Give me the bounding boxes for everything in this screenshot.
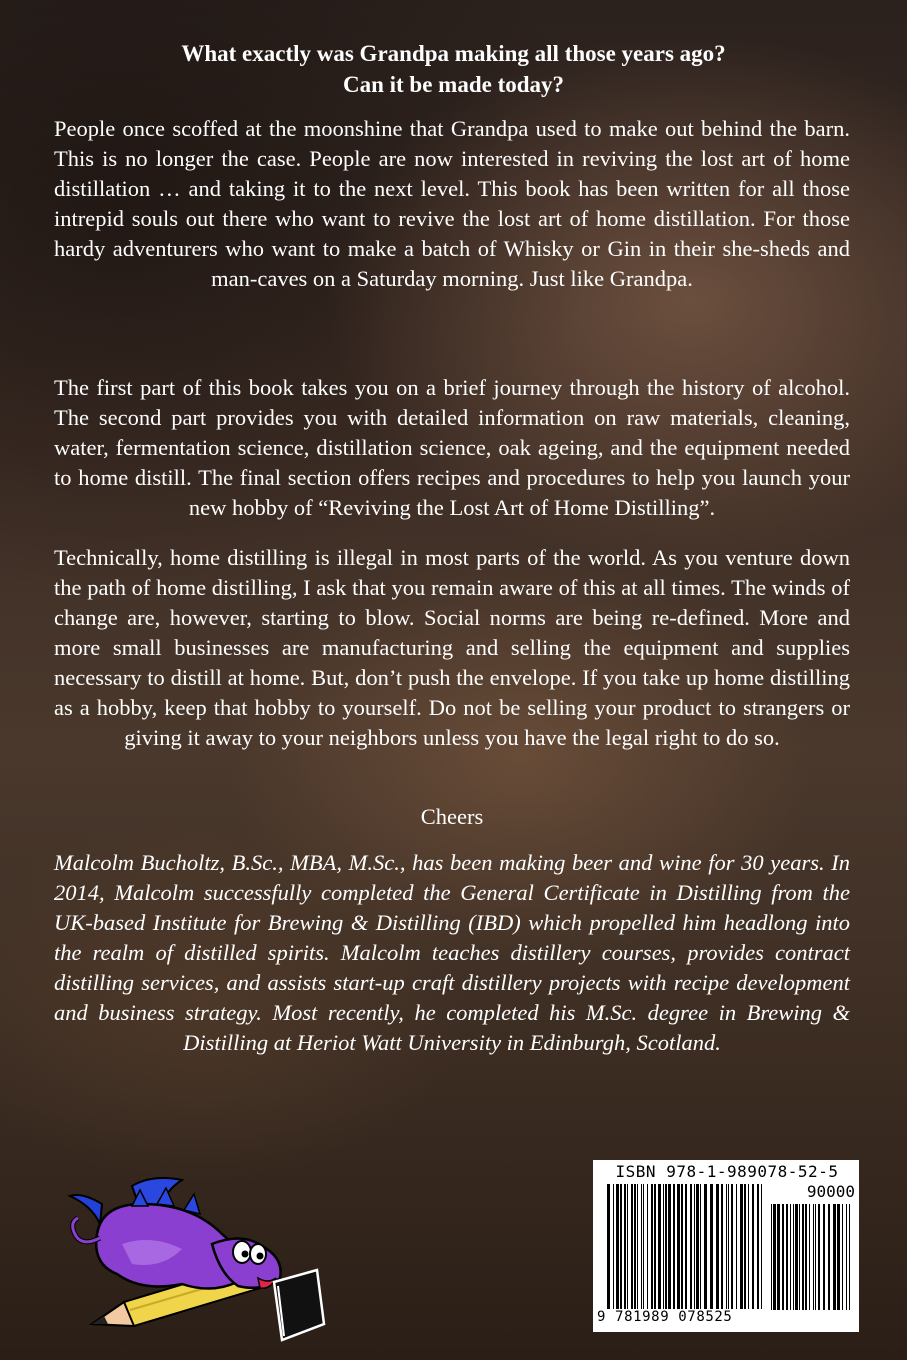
- barcode-bar: [637, 1184, 638, 1309]
- barcode-bar: [782, 1204, 784, 1310]
- barcode-bar: [704, 1184, 707, 1309]
- barcode-bar: [613, 1184, 614, 1309]
- barcode-digits: 9 781989 078525: [597, 1309, 733, 1325]
- barcode-bar: [641, 1184, 642, 1309]
- barcode-bar: [668, 1184, 671, 1309]
- barcode-bar: [802, 1204, 804, 1310]
- barcode-bar: [696, 1184, 699, 1309]
- barcode-bar: [607, 1184, 610, 1309]
- barcode-bar: [624, 1184, 626, 1309]
- barcode-bar: [740, 1184, 743, 1309]
- barcode-bar: [818, 1204, 820, 1310]
- barcode-bar: [673, 1184, 675, 1309]
- barcode-bar: [837, 1204, 840, 1310]
- barcode-bar: [731, 1184, 733, 1309]
- barcode-bar: [752, 1184, 754, 1309]
- barcode-bar: [736, 1184, 737, 1309]
- barcode-bar: [846, 1204, 847, 1310]
- barcode-bar: [647, 1184, 648, 1309]
- barcode-bar: [631, 1184, 633, 1309]
- barcode-bar: [620, 1184, 622, 1309]
- headline-line-1: What exactly was Grandpa making all those years ago?: [181, 41, 726, 66]
- barcode-bar: [828, 1204, 830, 1310]
- barcode-bar: [690, 1184, 692, 1309]
- headline-line-2: Can it be made today?: [342, 72, 565, 97]
- barcode-bar: [823, 1204, 825, 1310]
- barcode-bar: [757, 1184, 759, 1309]
- barcode-bar: [748, 1184, 749, 1309]
- barcode-bar: [694, 1184, 695, 1309]
- blurb-paragraph-3: Technically, home distilling is illegal in most parts of the world. As you venture down the path of home distilling, I ask that you remain aware of this at all times. The winds of change are, however, starting to blow. Social norms are being re-defined. More and more small businesses are manufacturing and selling the equipment and supplies necessary to distill at home. But, don’t push the envelope. If you take up home distilling as a hobby, keep that hobby to yourself. Do not be selling your product to strangers or giving it away to your neighbors unless you have the legal right to do so.: [54, 545, 850, 750]
- book-icon: [274, 1270, 324, 1340]
- barcode-bar: [744, 1184, 746, 1309]
- barcode-bar: [681, 1184, 683, 1309]
- closing-text: Cheers: [420, 804, 484, 829]
- blurb-paragraph-2: The first part of this book takes you on a brief journey through the history of alcohol. The second part provides you with detailed information on raw materials, cleaning, water, fermentation science, distillation science, oak ageing, and the equipment needed to home distill. The final section offers recipes and procedures to help you launch your new hobby of “Reviving the Lost Art of Home Distilling”.: [54, 375, 850, 520]
- barcode-bar: [627, 1184, 628, 1309]
- ean-barcode-bars: [607, 1184, 767, 1309]
- barcode-bar: [634, 1184, 636, 1309]
- barcode-bar: [716, 1184, 719, 1309]
- barcode-bar: [771, 1204, 772, 1310]
- barcode-bar: [643, 1184, 644, 1309]
- barcode-bar: [786, 1204, 788, 1310]
- barcode-bar: [728, 1184, 729, 1309]
- barcode-bar: [833, 1204, 836, 1310]
- barcode-bar: [777, 1204, 780, 1310]
- barcode-bar: [842, 1204, 843, 1310]
- barcode-bar: [665, 1184, 667, 1309]
- barcode-bar: [799, 1204, 800, 1310]
- addon-barcode-bars: [771, 1204, 853, 1310]
- barcode-bar: [815, 1204, 816, 1310]
- barcode-bar: [809, 1204, 810, 1310]
- barcode-bar: [616, 1184, 619, 1309]
- barcode-bar: [761, 1184, 762, 1309]
- barcode-bar: [663, 1184, 664, 1309]
- barcode-bar: [677, 1184, 680, 1309]
- barcode-bar: [813, 1204, 814, 1310]
- barcode-bar: [685, 1184, 687, 1309]
- headline: [40, 38, 867, 100]
- barcode-bar: [793, 1204, 794, 1310]
- barcode-bar: [700, 1184, 701, 1309]
- isbn-label: ISBN 978-1-989078-52-5: [615, 1162, 839, 1181]
- dragon-with-pencil-and-book-icon: [62, 1174, 332, 1354]
- author-bio: Malcolm Bucholtz, B.Sc., MBA, M.Sc., has been making beer and wine for 30 years. In 2014, Malcolm successfully completed the General Certificate in Distilling from the UK-based Institute for Brewing & Distilling (IBD) which propelled him headlong into the realm of distilled spirits. Malcolm teaches distillery courses, provides contract distilling services, and assists start-up craft distillery projects with recipe development and business strategy. Most recently, he completed his M.Sc. degree in Brewing & Distilling at Heriot Watt University in Edinburgh, Scotland.: [54, 850, 850, 1055]
- barcode-bar: [654, 1184, 656, 1309]
- barcode-bar: [790, 1204, 791, 1310]
- isbn-barcode: [593, 1160, 859, 1332]
- barcode-bar: [658, 1184, 661, 1309]
- barcode-bar: [651, 1184, 653, 1309]
- barcode-bar: [795, 1204, 798, 1310]
- barcode-bar: [710, 1184, 713, 1309]
- barcode-bar: [849, 1204, 850, 1310]
- barcode-bar: [805, 1204, 807, 1310]
- price-code: 90000: [806, 1182, 855, 1201]
- barcode-bar: [773, 1204, 776, 1310]
- blurb-paragraph-1: People once scoffed at the moonshine that Grandpa used to make out behind the barn. This is no longer the case. People are now interested in reviving the lost art of home distillation … and taking it to the next level. This book has been written for all those intrepid souls out there who want to revive the lost art of home distillation. For those hardy adventurers who want to make a batch of Whisky or Gin in their she-sheds and man-caves on a Saturday morning. Just like Grandpa.: [54, 116, 850, 291]
- barcode-bar: [721, 1184, 723, 1309]
- barcode-bar: [726, 1184, 727, 1309]
